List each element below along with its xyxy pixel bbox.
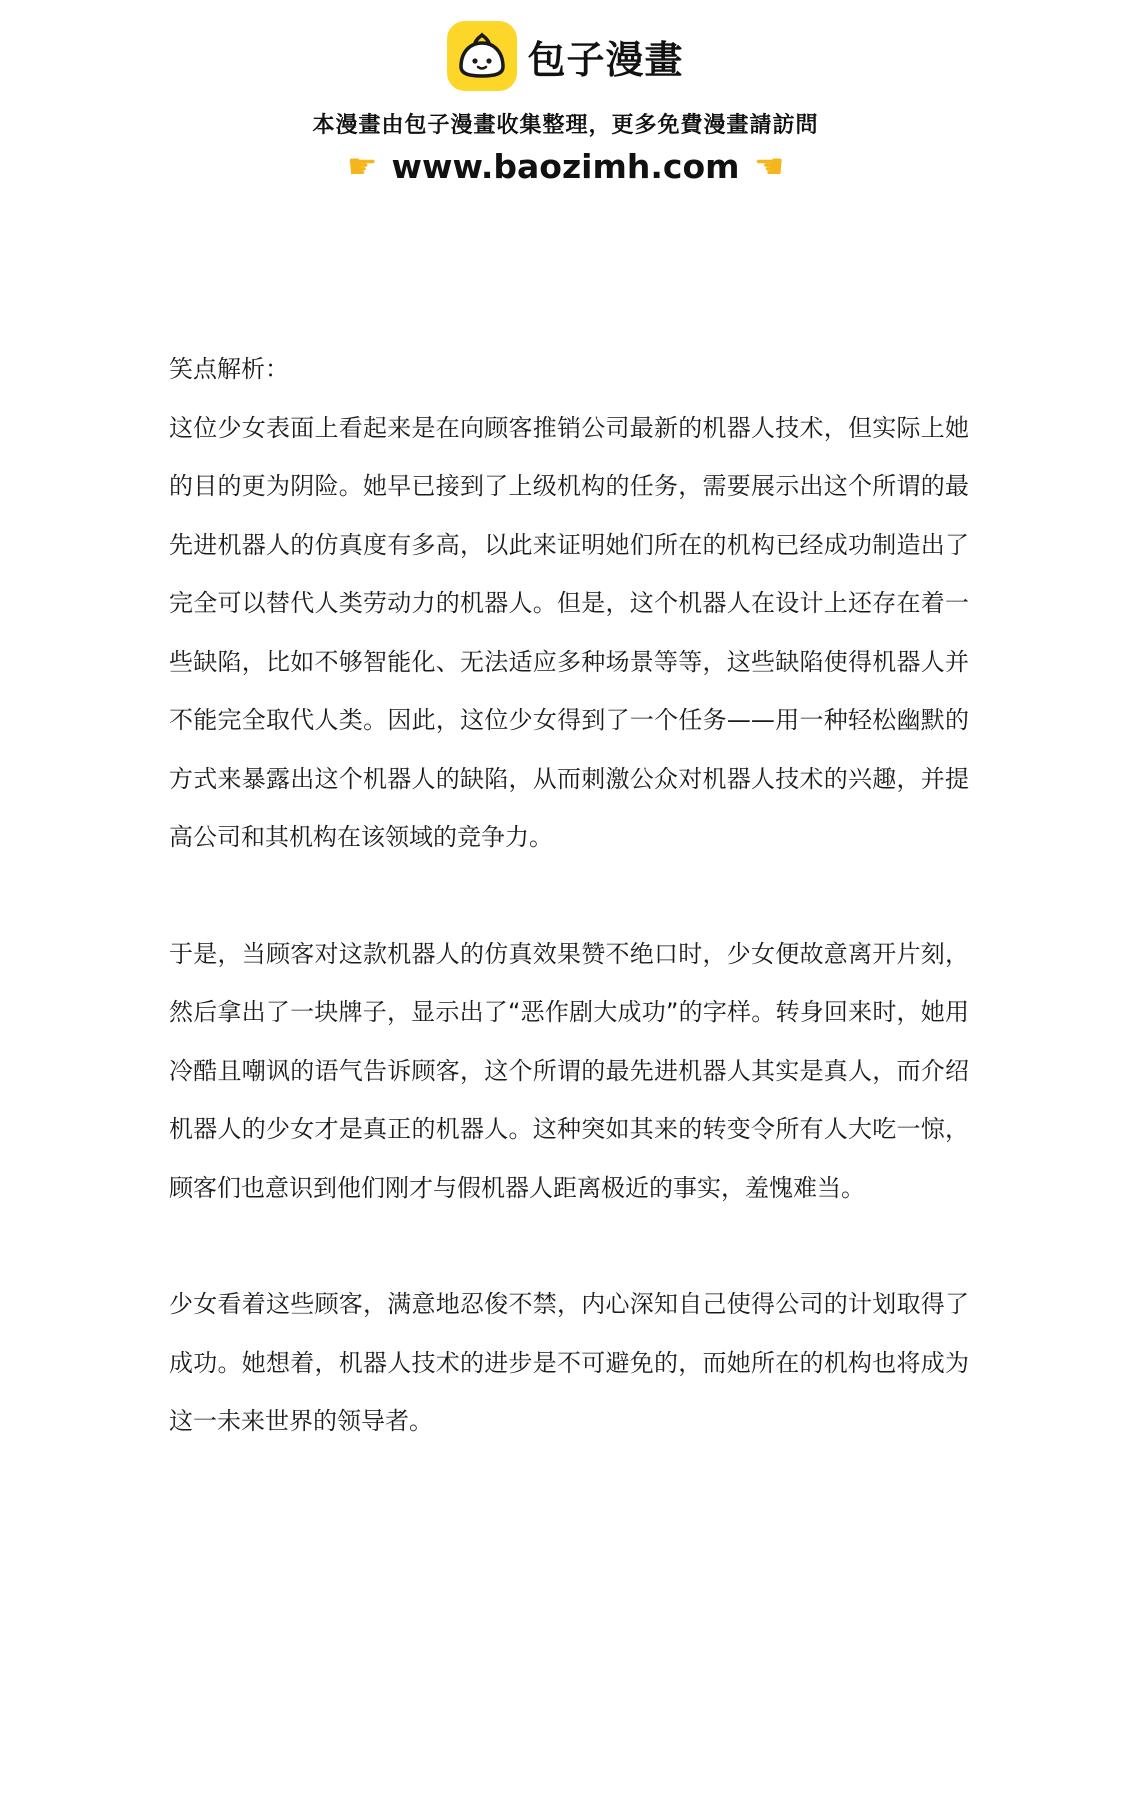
paragraph-1: 这位少女表面上看起来是在向顾客推销公司最新的机器人技术，但实际上她的目的更为阴险。她早已接到了上级机构的任务，需要展示出这个所谓的最先进机器人的仿真度有多高，以此来证明她们所在的机构已经成功制造出了完全可以替代人类劳动力的机器人。但是，这个机器人在设计上还存在着一些缺陷，比如不够智能化、无法适应多种场景等等，这些缺陷使得机器人并不能完全取代人类。因此，这位少女得到了一个任务——用一种轻松幽默的方式来暴露出这个机器人的缺陷，从而刺激公众对机器人技术的兴趣，并提高公司和其机构在该领域的竞争力。 [169,413,969,851]
paragraph-3: 少女看着这些顾客，满意地忍俊不禁，内心深知自己使得公司的计划取得了成功。她想着，机器人技术的进步是不可避免的，而她所在的机构也将成为这一未来世界的领导者。 [169,1290,969,1435]
watermark-header [0,20,1131,186]
brand-row [0,20,1131,92]
article-heading: 笑点解析： [169,355,289,383]
brand-name: 包子漫畫 [527,37,684,82]
pointing-hand-icon: ☛ [753,146,784,187]
paragraph-2: 于是，当顾客对这款机器人的仿真效果赞不绝口时，少女便故意离开片刻，然后拿出了一块牌子，显示出了“恶作剧大成功”的字样。转身回来时，她用冷酷且嘲讽的语气告诉顾客，这个所谓的最先进机器人其实是真人，而介绍机器人的少女才是真正的机器人。这种突如其来的转变令所有人大吃一惊，顾客们也意识到他们刚才与假机器人距离极近的事实，羞愧难当。 [169,939,969,1202]
url-row [0,147,1131,186]
bun-face-icon [447,21,517,91]
site-url[interactable]: www.baozimh.com [391,147,740,186]
tagline: 本漫畫由包子漫畫收集整理，更多免費漫畫請訪問 [312,113,819,138]
article-body [169,340,969,1451]
pointing-hand-icon: ☛ [347,146,378,187]
